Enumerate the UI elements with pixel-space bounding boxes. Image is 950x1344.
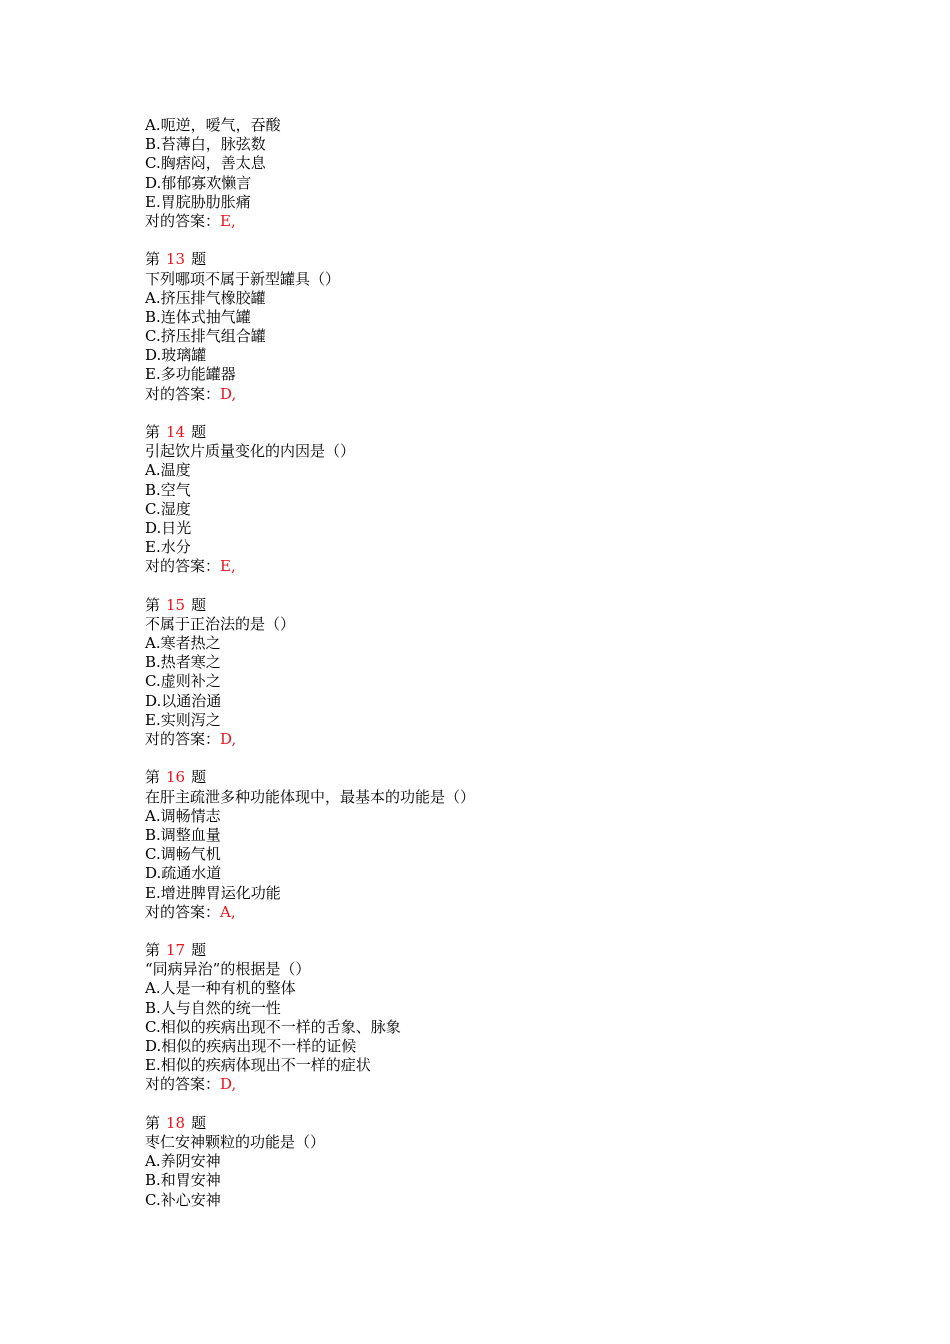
option: B.热者寒之 — [145, 653, 221, 672]
question-label-prefix: 第 — [145, 1113, 161, 1132]
question-number: 13 — [166, 250, 186, 269]
spacer — [145, 231, 905, 250]
answer-line — [145, 212, 905, 231]
answer-value: E, — [220, 211, 236, 230]
question-stem: 在肝主疏泄多种功能体现中，最基本的功能是（） — [145, 787, 476, 806]
question-number: 16 — [166, 768, 186, 787]
question-stem: 引起饮片质量变化的内因是（） — [145, 442, 356, 461]
question-number-line — [145, 596, 905, 615]
question-label-prefix: 第 — [145, 768, 161, 787]
question-number-line — [145, 423, 905, 442]
question-block — [145, 941, 905, 1095]
question-number-line — [145, 250, 905, 269]
option: B.调整血量 — [145, 825, 221, 844]
question-block — [145, 250, 905, 404]
option: D.郁郁寡欢懒言 — [145, 173, 252, 192]
question-block — [145, 423, 905, 577]
question-label-suffix: 题 — [191, 768, 207, 787]
option: C.挤压排气组合罐 — [145, 327, 266, 346]
spacer — [145, 404, 905, 423]
question-label-suffix: 题 — [191, 595, 207, 614]
answer-line — [145, 1075, 905, 1094]
question-stem: 枣仁安神颗粒的功能是（） — [145, 1132, 326, 1151]
question-number-line — [145, 941, 905, 960]
option: E.胃脘胁肋胀痛 — [145, 192, 251, 211]
question-list — [145, 116, 905, 1210]
answer-prefix: 对的答案： — [145, 557, 221, 576]
question-number: 18 — [166, 1113, 186, 1132]
option: E.水分 — [145, 538, 191, 557]
question-label-suffix: 题 — [191, 250, 207, 269]
spacer — [145, 922, 905, 941]
option: B.和胃安神 — [145, 1171, 221, 1190]
option: C.补心安神 — [145, 1190, 221, 1209]
question-stem: 下列哪项不属于新型罐具（） — [145, 269, 341, 288]
question-number: 17 — [166, 941, 186, 960]
option: E.实则泻之 — [145, 710, 221, 729]
question-number: 14 — [166, 423, 186, 441]
option: A.温度 — [145, 461, 191, 480]
option: C.湿度 — [145, 499, 191, 518]
option: A.养阴安神 — [145, 1152, 221, 1171]
option: A.调畅情志 — [145, 806, 221, 825]
question-stem: 不属于正治法的是（） — [145, 614, 296, 633]
option: D.相似的疾病出现不一样的证候 — [145, 1037, 357, 1055]
option: E.相似的疾病体现出不一样的症状 — [145, 1056, 371, 1075]
spacer — [145, 577, 905, 596]
option: B.人与自然的统一性 — [145, 998, 281, 1017]
option: B.苔薄白，脉弦数 — [145, 135, 266, 154]
answer-prefix: 对的答案： — [145, 1075, 221, 1094]
question-number-line — [145, 768, 905, 787]
answer-prefix: 对的答案： — [145, 902, 221, 921]
answer-value: E, — [220, 557, 236, 576]
question-number-line — [145, 1114, 905, 1133]
answer-prefix: 对的答案： — [145, 730, 221, 748]
spacer — [145, 749, 905, 768]
question-block — [145, 596, 905, 750]
answer-prefix: 对的答案： — [145, 384, 221, 403]
question-label-suffix: 题 — [191, 1113, 207, 1132]
option: D.玻璃罐 — [145, 346, 207, 365]
question-label-prefix: 第 — [145, 250, 161, 269]
option: A.呃逆，嗳气，吞酸 — [145, 116, 281, 134]
question-label-prefix: 第 — [145, 423, 161, 441]
option: C.调畅气机 — [145, 845, 221, 864]
option: A.寒者热之 — [145, 634, 221, 653]
answer-line — [145, 730, 905, 749]
option: A.人是一种有机的整体 — [145, 979, 296, 998]
question-block-partial — [145, 116, 905, 231]
option: A.挤压排气橡胶罐 — [145, 288, 266, 307]
option: D.日光 — [145, 518, 192, 537]
option: C.胸痞闷，善太息 — [145, 154, 266, 173]
question-label-prefix: 第 — [145, 595, 161, 614]
question-label-suffix: 题 — [191, 941, 207, 960]
option: D.疏通水道 — [145, 864, 222, 883]
question-stem: “同病异治”的根据是（） — [145, 960, 311, 979]
answer-value: A, — [220, 902, 236, 921]
question-block — [145, 768, 905, 922]
spacer — [145, 1095, 905, 1114]
answer-value: D, — [220, 730, 237, 748]
option: B.空气 — [145, 480, 191, 499]
option: E.多功能罐器 — [145, 365, 236, 384]
question-number: 15 — [166, 595, 186, 614]
answer-value: D, — [220, 384, 237, 403]
answer-line — [145, 385, 905, 404]
answer-line — [145, 903, 905, 922]
answer-line — [145, 557, 905, 576]
question-label-prefix: 第 — [145, 941, 161, 960]
answer-prefix: 对的答案： — [145, 211, 221, 230]
option: C.虚则补之 — [145, 672, 221, 691]
answer-value: D, — [220, 1075, 237, 1094]
option: D.以通治通 — [145, 691, 222, 710]
option: C.相似的疾病出现不一样的舌象、脉象 — [145, 1017, 401, 1036]
option: E.增进脾胃运化功能 — [145, 883, 281, 902]
question-label-suffix: 题 — [191, 423, 207, 441]
option: B.连体式抽气罐 — [145, 307, 251, 326]
question-block — [145, 1114, 905, 1210]
